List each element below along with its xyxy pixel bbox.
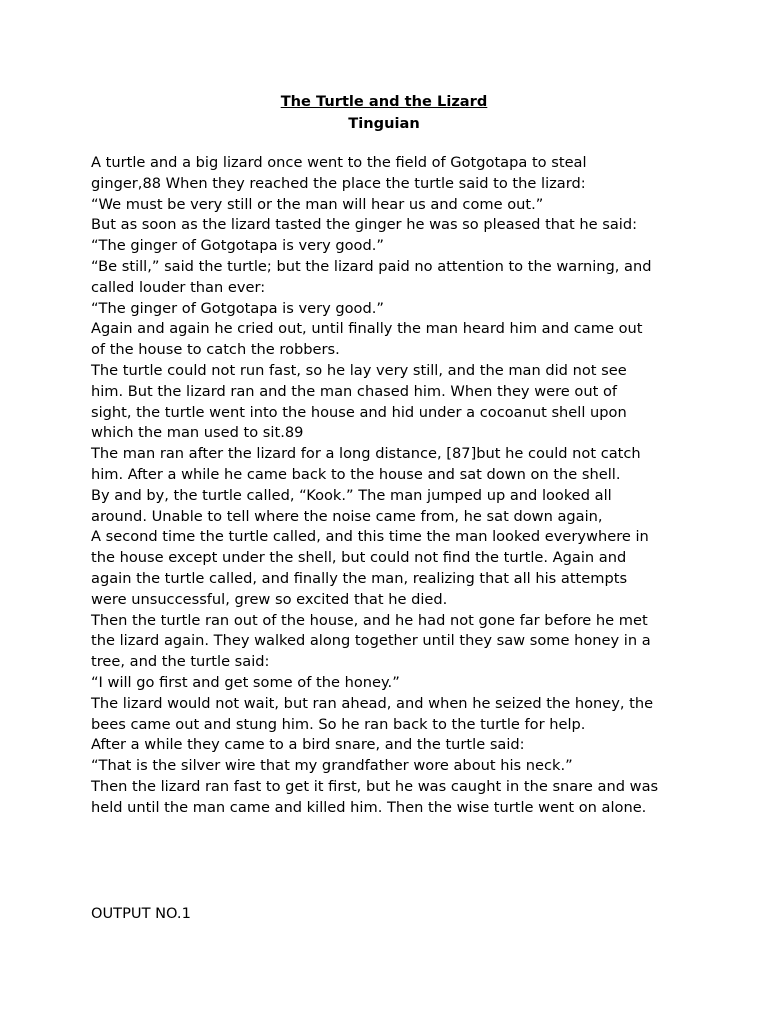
story-line: The man ran after the lizard for a long distance, [87]but he could not catch [91,445,641,463]
document-subtitle: Tinguian [348,115,420,132]
story-line: sight, the turtle went into the house and hid under a cocoanut shell upon [91,403,627,421]
story-line: Again and again he cried out, until finally the man heard him and came out [91,320,643,338]
story-line: “The ginger of Gotgotapa is very good.” [91,299,384,317]
story-line: around. Unable to tell where the noise came from, he sat down again, [91,507,603,525]
story-line: again the turtle called, and finally the man, realizing that all his attempts [91,569,628,587]
story-line: The lizard would not wait, but ran ahead, and when he seized the honey, the [91,694,654,712]
story-line: After a while they came to a bird snare, and the turtle said: [91,736,525,754]
story-line: “That is the silver wire that my grandfather wore about his neck.” [91,757,573,775]
story-line: “Be still,” said the turtle; but the lizard paid no attention to the warning, and [91,257,652,275]
story-line: tree, and the turtle said: [91,653,270,671]
story-line: the house except under the shell, but could not find the turtle. Again and [91,549,627,567]
story-line: which the man used to sit.89 [91,424,304,442]
story-line: bees came out and stung him. So he ran back to the turtle for help. [91,715,586,733]
story-body [91,153,691,819]
story-line: him. After a while he came back to the house and sat down on the shell. [91,465,621,483]
story-line: held until the man came and killed him. Then the wise turtle went on alone. [91,798,647,816]
story-line: were unsuccessful, grew so excited that he died. [91,590,448,608]
story-line: Then the lizard ran fast to get it first, but he was caught in the snare and was [91,777,659,795]
story-line: Then the turtle ran out of the house, and he had not gone far before he met [91,611,648,629]
story-line: the lizard again. They walked along together until they saw some honey in a [91,632,651,650]
story-line: “We must be very still or the man will hear us and come out.” [91,195,544,213]
story-line: But as soon as the lizard tasted the ginger he was so pleased that he said: [91,216,638,234]
story-line: A second time the turtle called, and this time the man looked everywhere in [91,528,649,546]
story-line: By and by, the turtle called, “Kook.” The man jumped up and looked all [91,486,612,504]
output-label: OUTPUT NO.1 [91,905,191,922]
document-title: The Turtle and the Lizard [280,93,488,110]
story-line: him. But the lizard ran and the man chased him. When they were out of [91,382,618,400]
story-line: The turtle could not run fast, so he lay very still, and the man did not see [91,361,627,379]
story-line: ginger,88 When they reached the place the turtle said to the lizard: [91,174,586,192]
story-line: called louder than ever: [91,278,266,296]
story-line: “I will go first and get some of the honey.” [91,673,400,691]
story-line: A turtle and a big lizard once went to the field of Gotgotapa to steal [91,154,587,171]
story-line: of the house to catch the robbers. [91,341,340,359]
story-line: “The ginger of Gotgotapa is very good.” [91,237,384,255]
